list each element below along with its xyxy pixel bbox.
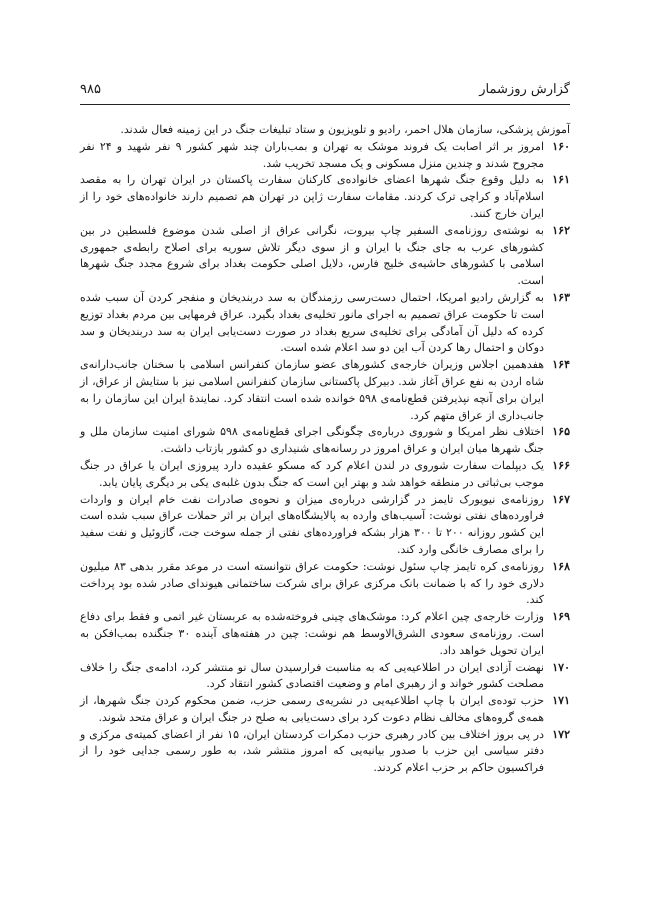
entry-160 [80, 139, 570, 173]
entry-162 [80, 223, 570, 290]
entry-text: وزارت خارجه‌ی چین اعلام کرد: موشک‌های چینی فروخته‌شده به عربستان غیر اتمی و فقط برای دفاع است. روزنامه‌ی سعودی الشرق‌الاوسط هم نوشت: چین در هفته‌های آینده ۳۰ جنگنده بمب‌افکن به ایران تحویل خواهد داد. [80, 610, 544, 657]
entry-text: روزنامه‌ی کره تایمز چاپ سئول نوشت: حکومت عراق نتوانسته است در موعد مقرر بدهی ۸۳ میلیون دلاری خود را که با ضمانت بانک مرکزی عراق برای شرکت ساختمانی هیوندای صادر شده بود پرداخت کند. [80, 559, 544, 607]
continuation-paragraph: آموزش پزشکی، سازمان هلال احمر، رادیو و تلویزیون و ستاد تبلیغات جنگ در این زمینه فعال شدند. [120, 123, 570, 136]
entry-number: ۱۶۳ [552, 290, 570, 304]
entry-number: ۱۶۱ [552, 173, 570, 187]
entry-number: ۱۶۷ [552, 492, 570, 506]
entry-161 [80, 172, 570, 222]
entry-text: نهضت آزادی ایران در اطلاعیه‌یی که به مناسبت فرارسیدن سال نو منتشر کرد، ادامه‌ی جنگ را خلاف مصلحت کشور خواند و از رهبری امام و وضعیت اقتصادی کشور انتقاد کرد. [80, 660, 544, 691]
entry-163 [80, 290, 570, 357]
entry-number: ۱۶۶ [552, 458, 570, 472]
entry-number: ۱۷۲ [552, 727, 570, 741]
entry-text: حزب توده‌ی ایران با چاپ اطلاعیه‌یی در نشریه‌ی رسمی حزب، ضمن محکوم کردن جنگ شهرها، از همه‌ی گروه‌های مخالف نظام دعوت کرد برای دست‌یابی به صلح در جنگ ایران و عراق متحد شوند. [80, 694, 544, 724]
entry-168 [80, 559, 570, 609]
entry-166 [80, 458, 570, 492]
entry-number: ۱۶۰ [552, 139, 570, 153]
entry-text: هفدهمین اجلاس وزیران خارجه‌ی کشورهای عضو سازمان کنفرانس اسلامی با سخنان جانب‌دارانه‌ی شاه اردن به نفع عراق آغاز شد. دبیرکل پاکستانی سازمان کنفرانس اسلامی نیز با ستایش از عراق، از ایران برای آنچه نپذیرفتن قطع‌نامه‌ی ۵۹۸ خوانده شده است انتقاد کرد. نمایندهٔ ایران این سازمان را به جانب‌داری از عراق متهم کرد. [80, 358, 544, 422]
entry-text: یک دیپلمات سفارت شوروی در لندن اعلام کرد که مسکو عقیده دارد پیروزی ایران یا عراق در جنگ موجب بی‌ثباتی در منطقه خواهد شد و بهتر این است که جنگ بدون غلبه‌ی یکی بر دیگری پایان یابد. [80, 458, 544, 489]
entry-number: ۱۶۹ [552, 610, 570, 624]
page-number: ۹۸۵ [80, 82, 101, 97]
entry-text: به گزارش رادیو امریکا، احتمال دست‌رسی رزمندگان به سد دربندیخان و منفجر کردن آن سبب شده است تا حکومت عراق تصمیم به اجرای مانور تخلیه‌ی بغداد بگیرد. عراق فرمهایی بین مردم بغداد توزیع کرده که دلیل آن آمادگی برای تخلیه‌ی سریع بغداد در صورت دست‌یابی ایران به سد دربندیخان و سد دوکان و احتمال رها کردن آب این دو سد اعلام شده است. [80, 290, 544, 355]
entry-172 [80, 727, 570, 777]
entry-164 [80, 357, 570, 424]
entry-170 [80, 660, 570, 694]
running-title: گزارش روزشمار [479, 82, 570, 97]
entry-text: در پی بروز اختلاف بین کادر رهبری حزب دمکرات کردستان ایران، ۱۵ نفر از اعضای کمیته‌ی مرکزی و دفتر سیاسی این حزب با صدور بیانیه‌یی که امروز منتشر شد، به طور رسمی جدایی خود را از فراکسیون حاکم بر حزب اعلام کردند. [80, 727, 544, 775]
entry-text: اختلاف نظر امریکا و شوروی درباره‌ی چگونگی اجرای قطع‌نامه‌ی ۵۹۸ شورای امنیت سازمان ملل و جنگ شهرها میان ایران و عراق امروز در رسانه‌های شنیداری دو کشور بازتاب داشت. [80, 425, 544, 456]
entry-171 [80, 693, 570, 727]
entry-number: ۱۶۴ [552, 358, 570, 372]
entry-number: ۱۶۵ [552, 425, 570, 439]
entry-number: ۱۷۰ [552, 660, 570, 674]
page-header [80, 82, 570, 105]
entry-165 [80, 424, 570, 458]
entry-number: ۱۶۸ [552, 559, 570, 573]
entry-number: ۱۷۱ [552, 694, 570, 708]
entry-text: امروز بر اثر اصابت یک فروند موشک به تهران و بمب‌باران چند شهر کشور ۹ نفر شهید و ۲۴ نفر مجروح شدند و چندین منزل مسکونی و یک مسجد تخریب شد. [80, 139, 544, 170]
entry-text: روزنامه‌ی نیویورک تایمز در گزارشی درباره‌ی میزان و نحوه‌ی صادرات نفت خام ایران و واردات فراورده‌های نفتی نوشت: آسیب‌های وارده به پالایشگاه‌های ایران بر اثر حملات عراق سبب شده است این کشور روزانه ۲۰۰ تا ۳۰۰ هزار بشکه فراورده‌های نفتی از جمله سوخت جت، گازوئیل و نفت سفید را برای مصارف خانگی وارد کند. [80, 492, 544, 556]
entry-167 [80, 492, 570, 559]
entry-169 [80, 609, 570, 659]
entry-number: ۱۶۲ [552, 223, 570, 237]
entry-text: به نوشته‌ی روزنامه‌ی السفیر چاپ بیروت، نگرانی عراق از اصلی شدن موضوع فلسطین در بین کشورهای عرب به جای جنگ با ایران و از سوی دیگر تلاش سوریه برای اصلاح رابطه‌ی جمهوری اسلامی با کشورهای حاشیه‌ی خلیج فارس، دلایل اصلی حکومت بغداد برای شروع مجدد جنگ شهرها است. [80, 223, 544, 288]
entry-text: به دلیل وقوع جنگ شهرها اعضای خانواده‌ی کارکنان سفارت پاکستان در ایران تهران را به مقصد اسلام‌آباد و کراچی ترک کردند. مقامات سفارت ژاپن در تهران هم تصمیم دارند خانواده‌های خود را از ایران خارج کنند. [80, 173, 544, 220]
page-body [80, 122, 570, 777]
